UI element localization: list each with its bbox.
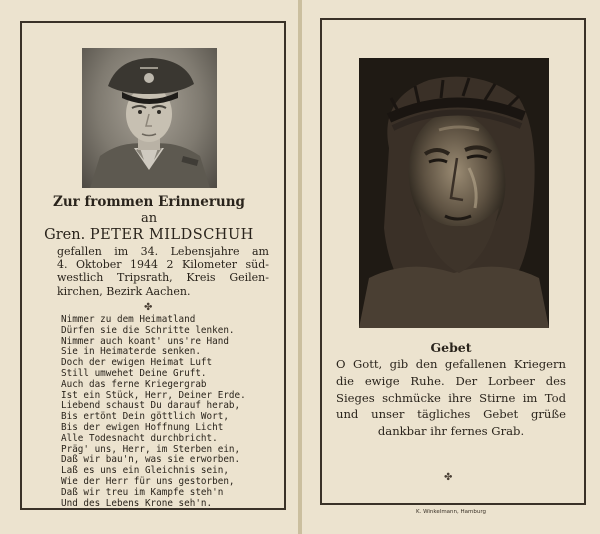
poem-line: Laß es uns ein Gleichnis sein, xyxy=(61,465,229,477)
poem-line: Nimmer auch koant' uns're Hand xyxy=(61,335,229,347)
poem-line: Still umwehet Deine Gruft. xyxy=(61,367,207,379)
prayer-title: Gebet xyxy=(430,340,472,355)
poem-line: Wie der Herr für uns gestorben, xyxy=(61,475,235,487)
bio-line: gefallen im 34. Lebensjahre am xyxy=(57,245,269,258)
prayer-line: dankbar ihr fernes Grab. xyxy=(377,424,525,439)
soldier-portrait-photo xyxy=(82,48,217,188)
prayer-line: O Gott, gib den gefallenen Kriegern xyxy=(336,357,566,371)
dedication-heading: Zur frommen Erinnerung xyxy=(52,194,245,210)
soldier-name-line xyxy=(0,227,298,243)
printer-imprint: K. Winkelmann, Hamburg xyxy=(415,509,487,515)
ornament-icon: ✤ xyxy=(444,472,453,483)
poem-line: Nimmer zu dem Heimatland xyxy=(61,314,196,325)
prayer-line: und unser tägliches Gebet grüße xyxy=(336,407,566,422)
soldier-rank: Gren. xyxy=(44,227,86,243)
dedication-an: an xyxy=(140,211,158,226)
prayer-line: Sieges schmücke ihre Stirne im Tod xyxy=(336,390,566,405)
ornament-icon: ✤ xyxy=(144,302,153,313)
memorial-card-left xyxy=(0,0,298,534)
poem-line: Bis der ewigen Hoffnung Licht xyxy=(61,421,224,433)
bio-line: westlich Tripsrath, Kreis Geilen- xyxy=(57,271,269,285)
soldier-name: PETER MILDSCHUH xyxy=(89,227,254,243)
poem-line: Dürfen sie die Schritte lenken. xyxy=(61,324,235,336)
bio-line: kirchen, Bezirk Aachen. xyxy=(57,284,191,298)
prayer-line: die ewige Ruhe. Der Lorbeer des xyxy=(336,373,566,388)
poem-line: Doch der ewigen Heimat Luft xyxy=(61,357,213,369)
poem-line: Und des Lebens Krone seh'n. xyxy=(61,497,213,509)
christ-crown-of-thorns-image xyxy=(359,58,549,328)
poem-line: Alle Todesnacht durchbricht. xyxy=(61,432,218,444)
poem-line: Sie in Heimaterde senken. xyxy=(61,346,201,358)
memorial-poem xyxy=(61,315,246,509)
poem-line: Liebend schaust Du darauf herab, xyxy=(61,400,241,412)
bio-line: 4. Oktober 1944 2 Kilometer süd- xyxy=(57,258,269,272)
death-details xyxy=(57,245,269,298)
prayer-text xyxy=(336,356,566,440)
poem-line: Daß wir treu im Kampfe steh'n xyxy=(61,486,224,498)
poem-line: Ist ein Stück, Herr, Deiner Erde. xyxy=(61,389,246,401)
poem-line: Daß wir bau'n, was sie erworben. xyxy=(61,454,241,466)
poem-line: Präg' uns, Herr, im Sterben ein, xyxy=(61,443,241,455)
poem-line: Bis ertönt Dein göttlich Wort, xyxy=(61,411,229,423)
memorial-card-right xyxy=(302,0,600,534)
poem-line: Auch das ferne Kriegergrab xyxy=(61,378,207,390)
